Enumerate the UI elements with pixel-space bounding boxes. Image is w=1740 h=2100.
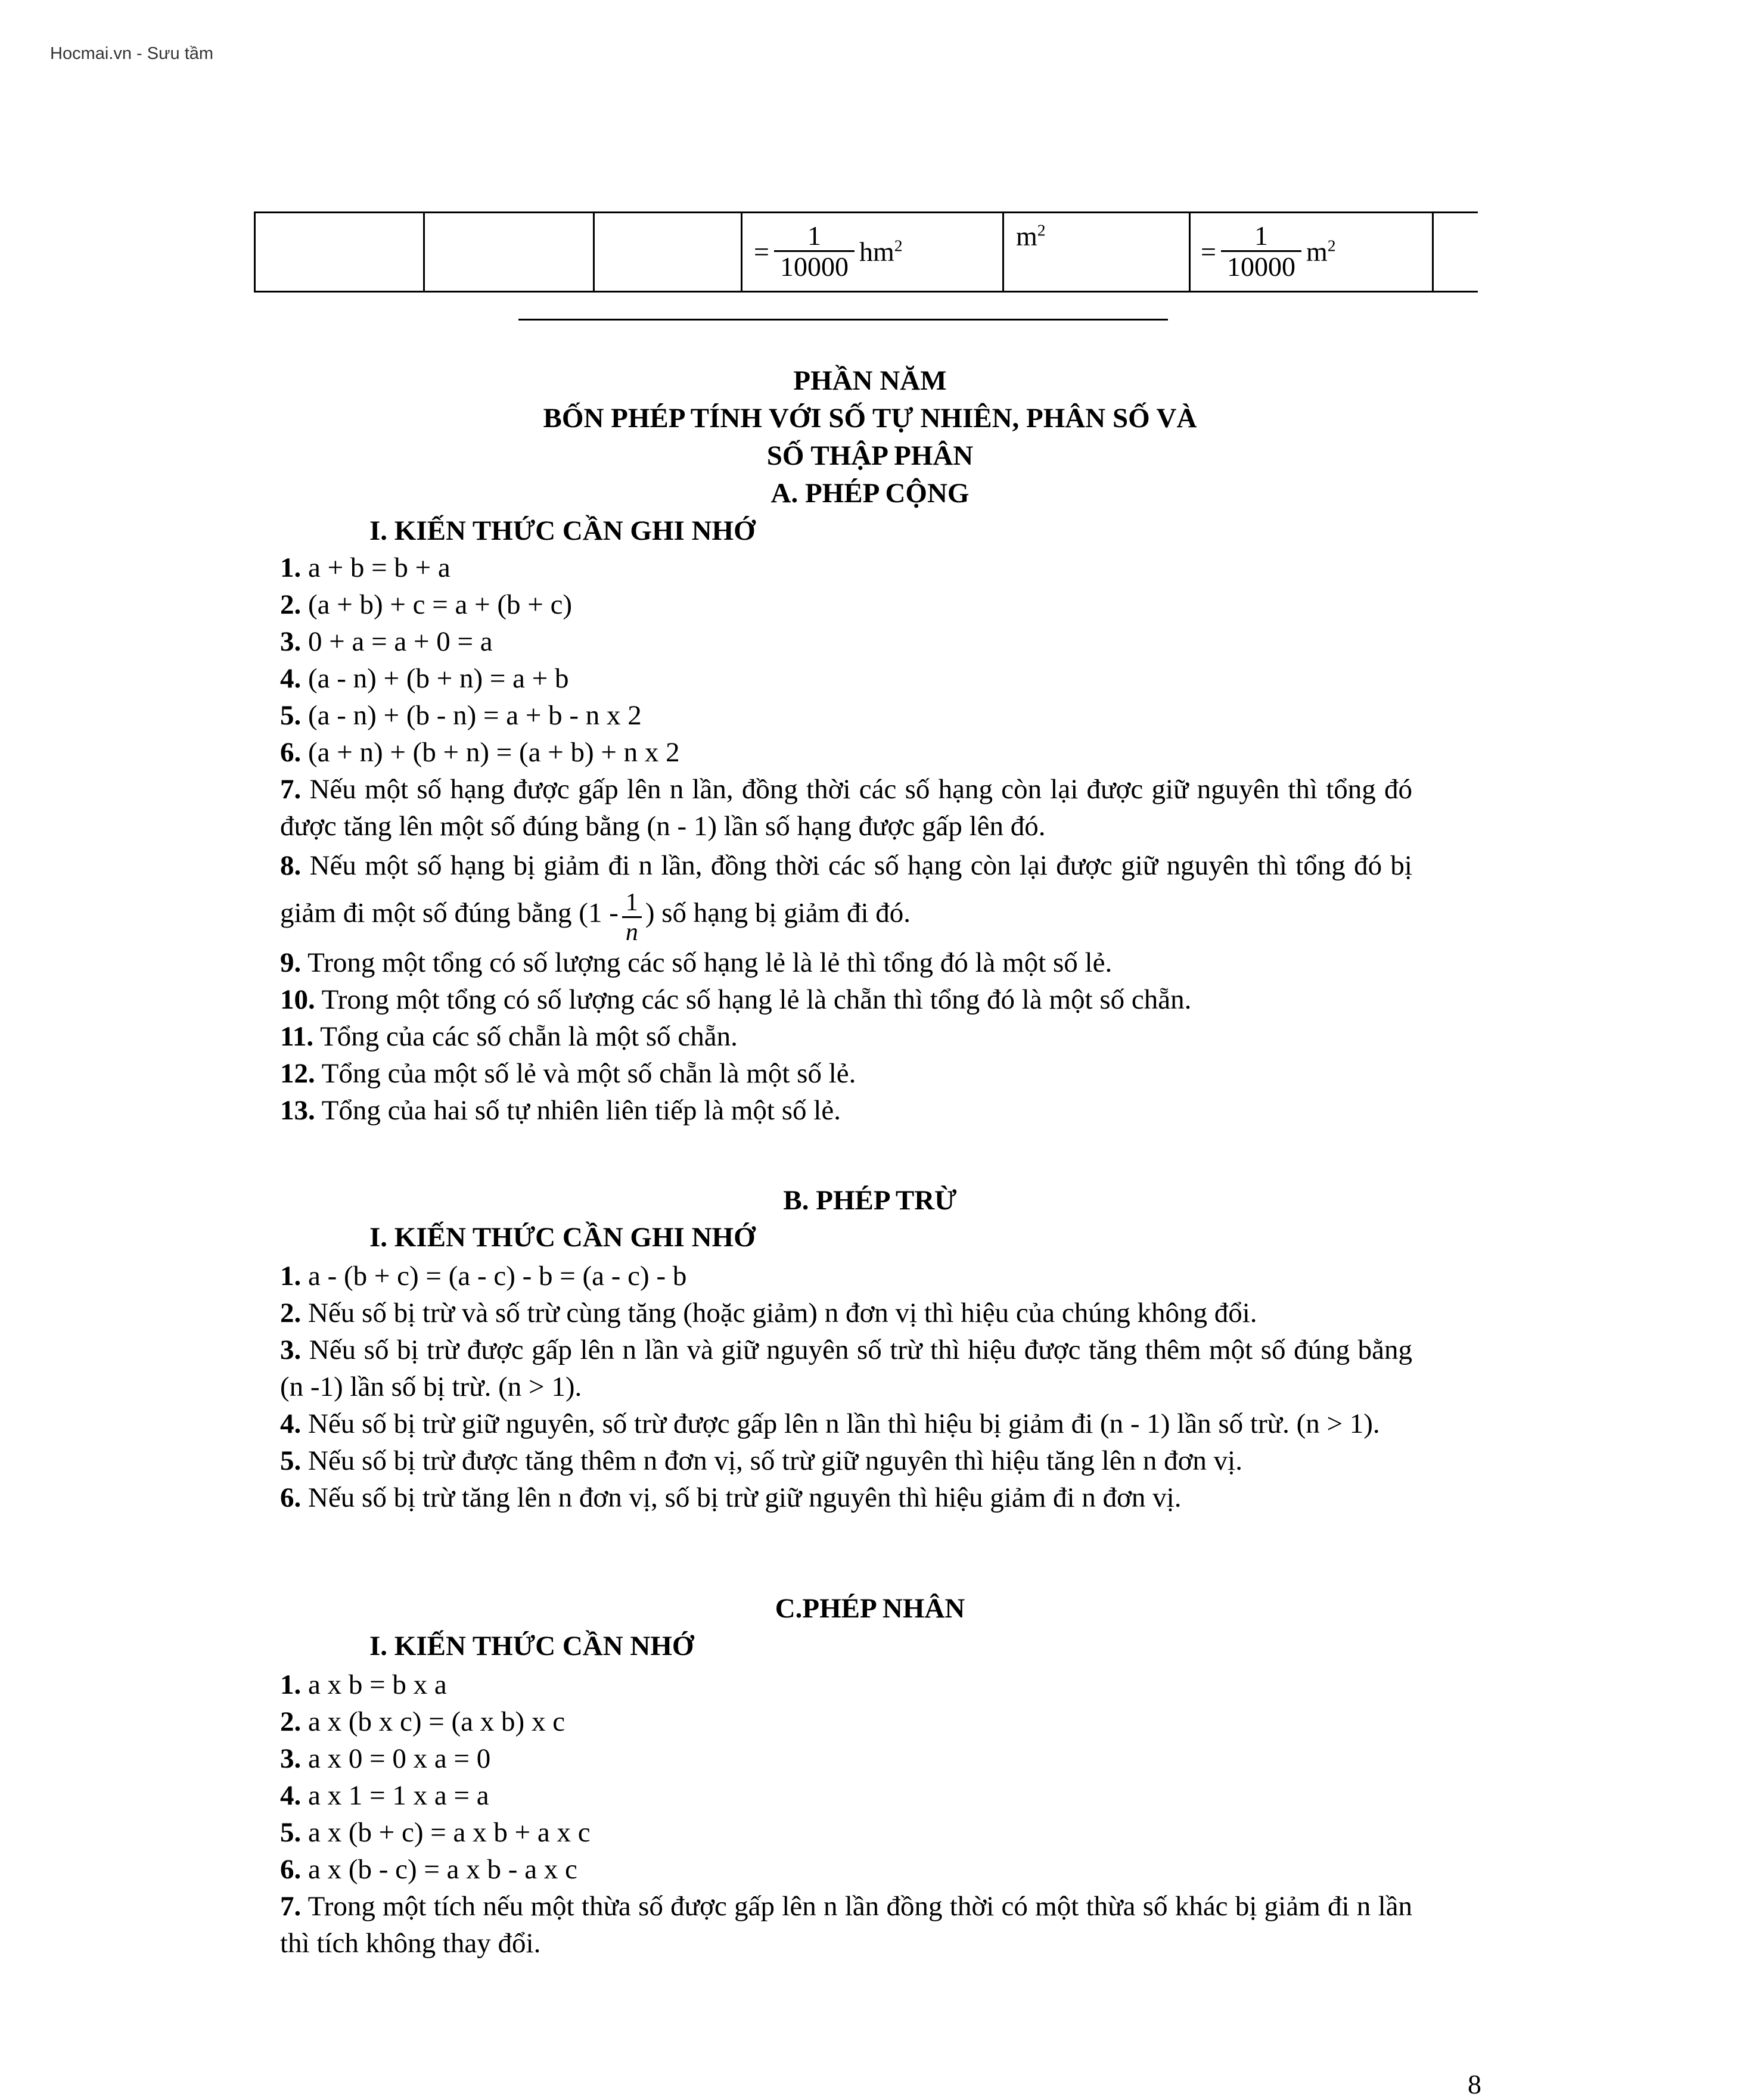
- list-item: 2. (a + b) + c = a + (b + c): [280, 589, 573, 620]
- table-border: [1189, 211, 1191, 291]
- list-item: 3. Nếu số bị trừ được gấp lên n lần và giữ nguyên số trừ thì hiệu được tăng thêm một số đúng bằng (n -1) lần số bị trừ. (n > 1).: [280, 1334, 1412, 1402]
- section-a-list: [280, 549, 1412, 1129]
- table-border: [1432, 211, 1434, 291]
- table-cell-m2: $m^2$: [1016, 220, 1046, 251]
- list-item: 1. a + b = b + a: [280, 552, 450, 583]
- part-title: PHẦN NĂM: [793, 365, 947, 396]
- section-a-heading: I. KIẾN THỨC CẦN GHI NHỚ: [369, 515, 756, 546]
- list-item: 2. a x (b x c) = (a x b) x c: [280, 1706, 566, 1737]
- list-item: 5. a x (b + c) = a x b + a x c: [280, 1817, 591, 1848]
- list-item: 1. a x b = b x a: [280, 1669, 447, 1700]
- list-item: 13. Tổng của hai số tự nhiên liên tiếp là một số lẻ.: [280, 1095, 841, 1127]
- part-subtitle-line1: BỐN PHÉP TÍNH VỚI SỐ TỰ NHIÊN, PHÂN SỐ VÀ: [543, 403, 1197, 434]
- section-c-heading: I. KIẾN THỨC CẦN NHỚ: [369, 1631, 694, 1662]
- list-item: 8. Nếu một số hạng bị giảm đi n lần, đồng thời các số hạng còn lại được giữ nguyên thì tổng đó bị giảm đi một số đúng bằng (1 - $\frac{1}{n}$ ) số hạng bị giảm đi đó.: [280, 850, 1412, 947]
- section-a-title: A. PHÉP CỘNG: [770, 478, 970, 509]
- separator-line: [518, 319, 1168, 321]
- list-item: 1. a - (b + c) = (a - c) - b = (a - c) - b: [280, 1261, 687, 1292]
- section-c-list: [280, 1666, 1412, 1962]
- fraction-1-over-n: $\frac{1}{n}$: [622, 889, 642, 947]
- list-item: 6. Nếu số bị trừ tăng lên n đơn vị, số bị trừ giữ nguyên thì hiệu giảm đi n đơn vị.: [280, 1482, 1182, 1513]
- list-item: 3. a x 0 = 0 x a = 0: [280, 1743, 491, 1774]
- table-border: [593, 211, 595, 291]
- table-border: [423, 211, 425, 291]
- list-item: 4. a x 1 = 1 x a = a: [280, 1780, 489, 1811]
- list-item: 7. Nếu một số hạng được gấp lên n lần, đồng thời các số hạng còn lại được giữ nguyên thì tổng đó được tăng lên một số đúng bằng (n - 1) lần số hạng được gấp lên đó.: [280, 774, 1412, 842]
- section-b-list: [280, 1258, 1412, 1516]
- list-item: 2. Nếu số bị trừ và số trừ cùng tăng (hoặc giảm) n đơn vị thì hiệu của chúng không đổi.: [280, 1298, 1257, 1329]
- list-item: 5. Nếu số bị trừ được tăng thêm n đơn vị, số trừ giữ nguyên thì hiệu tăng lên n đơn vị.: [280, 1445, 1242, 1476]
- list-item: 4. (a - n) + (b + n) = a + b: [280, 663, 569, 694]
- list-item: 4. Nếu số bị trừ giữ nguyên, số trừ được gấp lên n lần thì hiệu bị giảm đi (n - 1) lần số trừ. (n > 1).: [280, 1408, 1380, 1439]
- section-b-title: B. PHÉP TRỪ: [783, 1185, 957, 1216]
- list-item: 9. Trong một tổng có số lượng các số hạng lẻ là lẻ thì tổng đó là một số lẻ.: [280, 947, 1113, 979]
- table-cell-hm2: = $\frac{1}{10000}$ $hm^2$: [754, 220, 903, 282]
- source-header: Hocmai.vn - Sưu tầm: [50, 44, 214, 63]
- table-border: [1002, 211, 1004, 291]
- list-item: 10. Trong một tổng có số lượng các số hạng lẻ là chẵn thì tổng đó là một số chẵn.: [280, 984, 1192, 1016]
- list-item: 7. Trong một tích nếu một thừa số được gấp lên n lần đồng thời có một thừa số khác bị giảm đi n lần thì tích không thay đổi.: [280, 1891, 1412, 1959]
- list-item: 6. (a + n) + (b + n) = (a + b) + n x 2: [280, 737, 680, 768]
- part-subtitle-line2: SỐ THẬP PHÂN: [766, 440, 974, 471]
- table-border: [741, 211, 742, 291]
- list-item: 6. a x (b - c) = a x b - a x c: [280, 1854, 577, 1885]
- section-c-title: C.PHÉP NHÂN: [775, 1593, 965, 1624]
- table-cell-m2-fraction: = $\frac{1}{10000}$ $m^2$: [1201, 220, 1336, 282]
- list-item: 5. (a - n) + (b - n) = a + b - n x 2: [280, 700, 642, 731]
- list-item: 3. 0 + a = a + 0 = a: [280, 626, 493, 657]
- section-b-heading: I. KIẾN THỨC CẦN GHI NHỚ: [369, 1222, 756, 1253]
- table-border: [254, 211, 256, 291]
- page-number: 8: [1468, 2069, 1481, 2099]
- list-item: 11. Tổng của các số chẵn là một số chẵn.: [280, 1021, 738, 1053]
- list-item: 12. Tổng của một số lẻ và một số chẵn là một số lẻ.: [280, 1058, 856, 1090]
